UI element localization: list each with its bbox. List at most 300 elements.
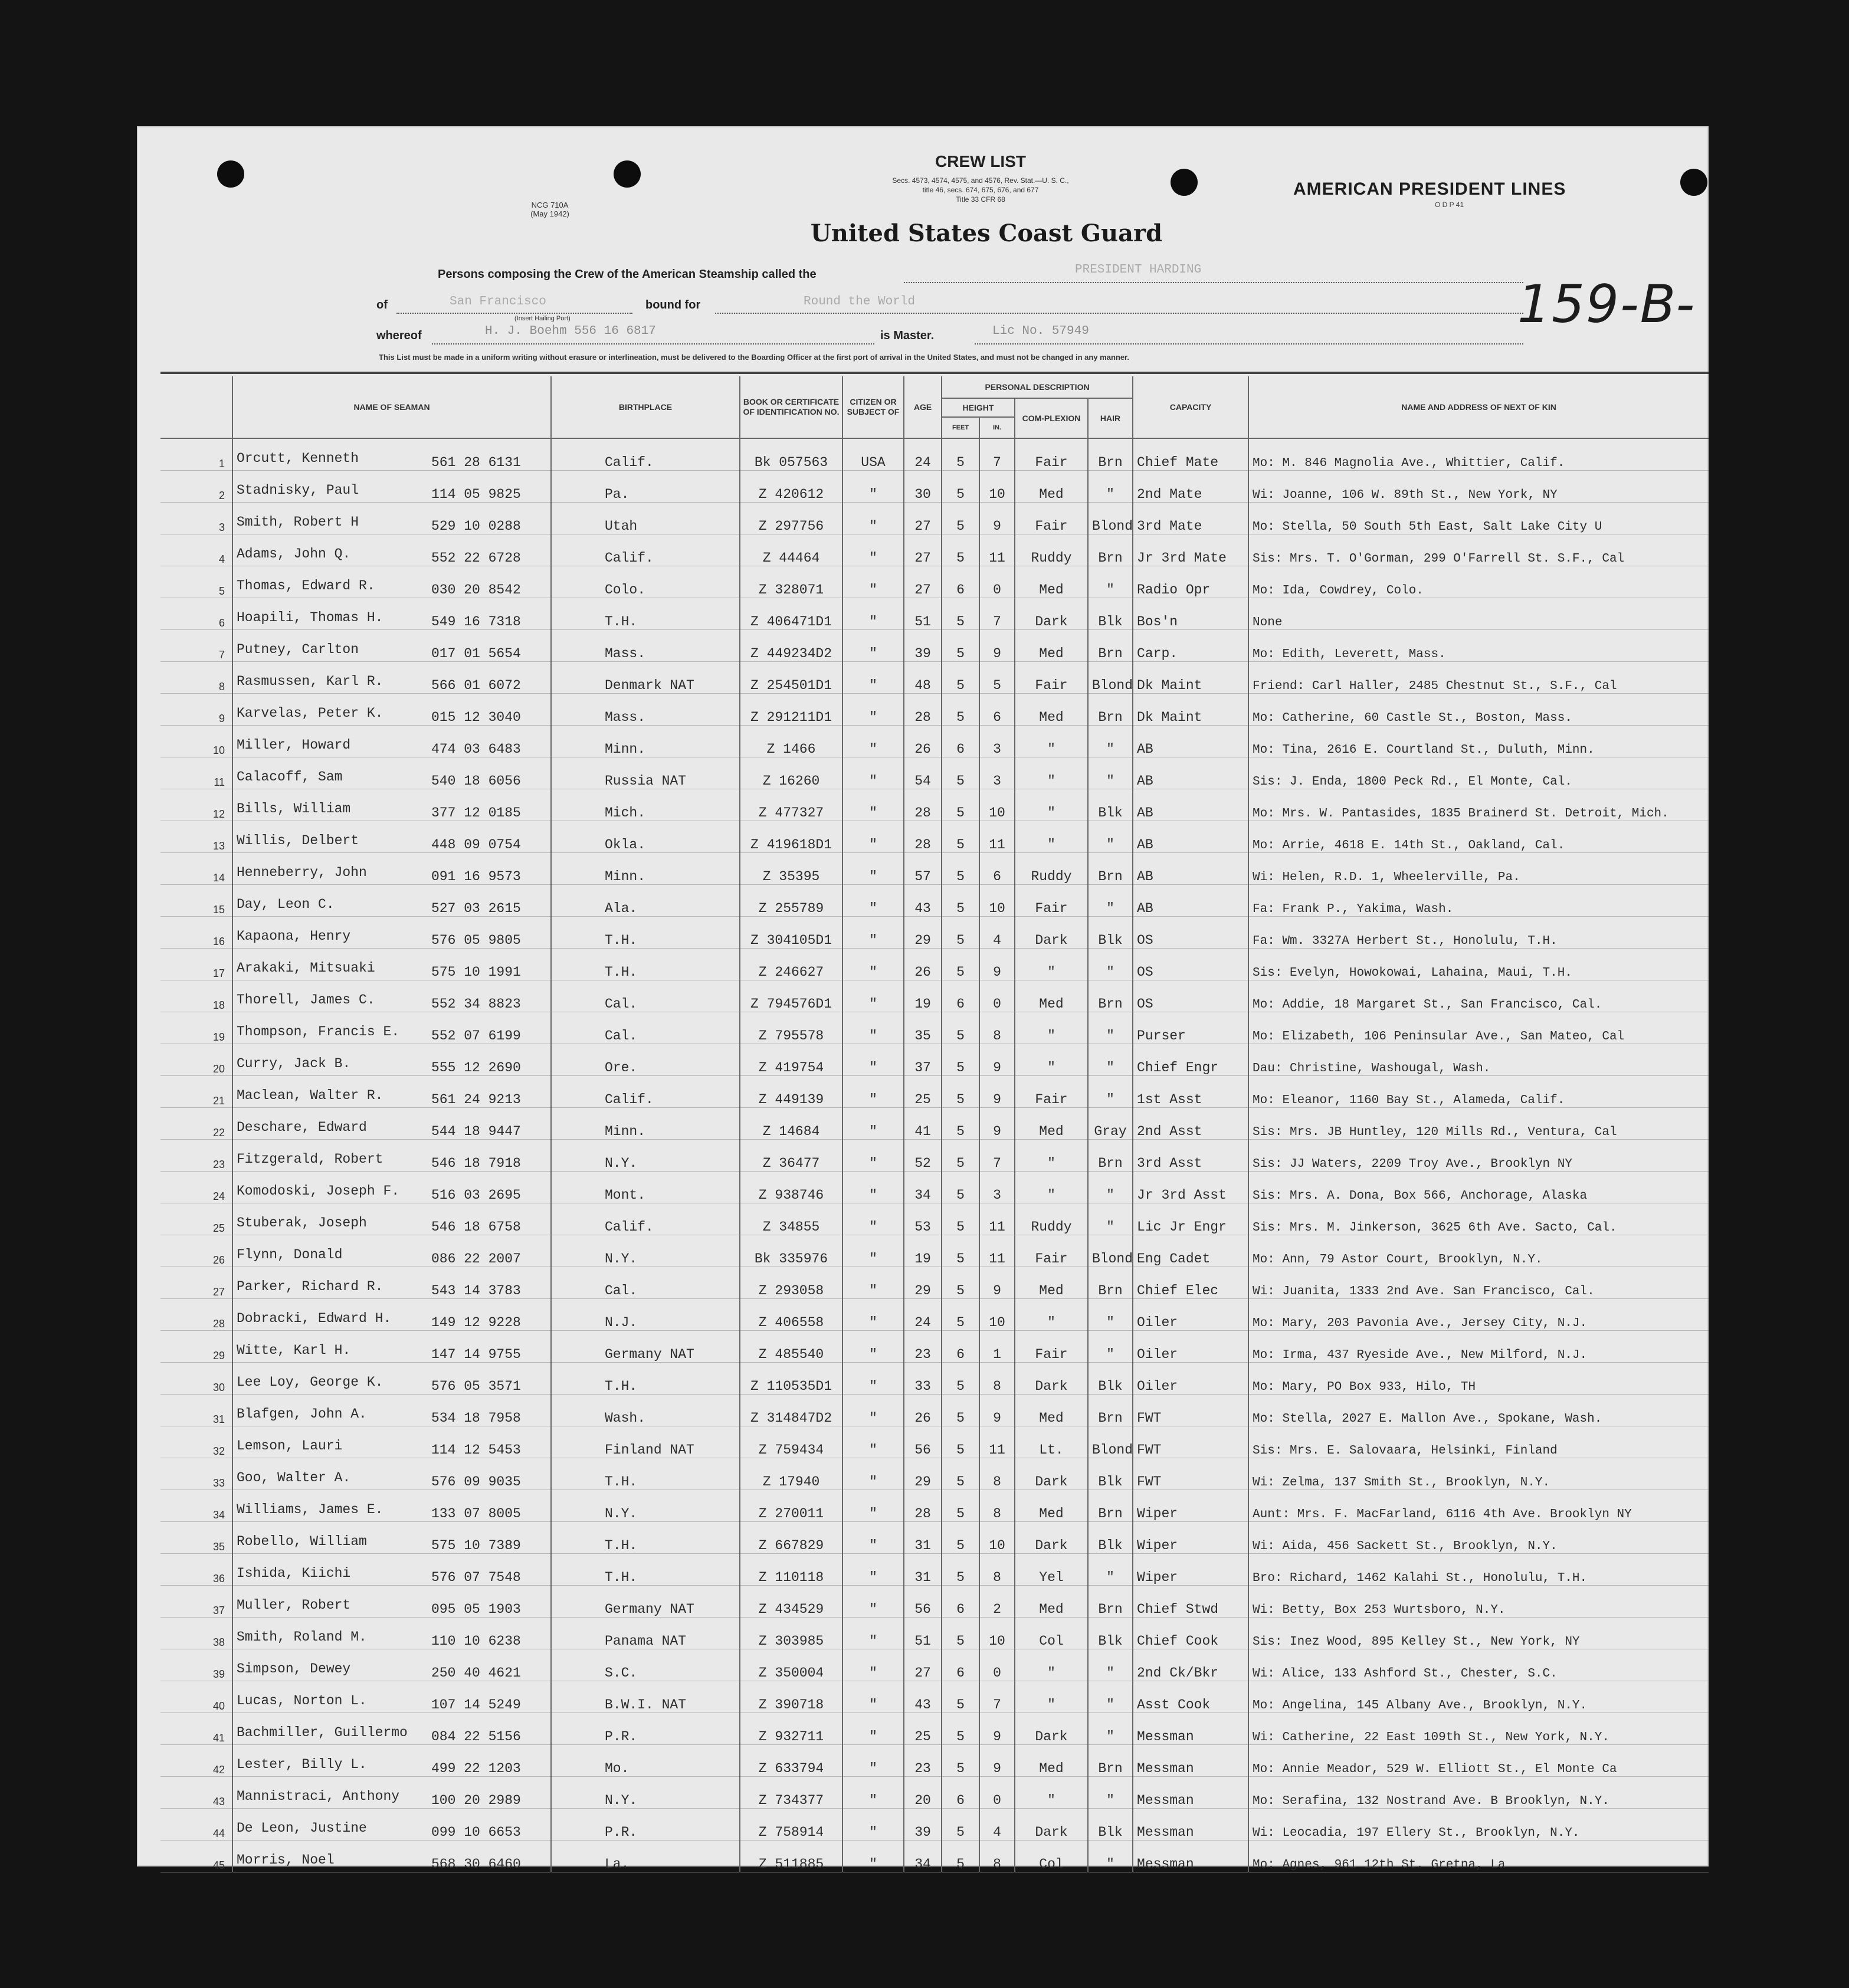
complexion: Dark <box>1015 1809 1088 1841</box>
port-line <box>396 313 632 314</box>
next-of-kin: Mo: Mrs. W. Pantasides, 1835 Brainerd St. Detroit, Mich. <box>1248 789 1709 821</box>
height-feet: 6 <box>942 1331 979 1363</box>
complexion: Fair <box>1015 885 1088 917</box>
capacity: AB <box>1133 853 1248 885</box>
birthplace: B.W.I. NAT <box>551 1681 740 1713</box>
complexion: Col <box>1015 1841 1088 1872</box>
age: 27 <box>904 503 942 534</box>
complexion: Med <box>1015 1745 1088 1777</box>
capacity: Bos'n <box>1133 598 1248 630</box>
next-of-kin: Sis: Evelyn, Howokowai, Lahaina, Maui, T.H. <box>1248 949 1709 980</box>
row-number: 3 <box>160 503 232 534</box>
crew-list-document <box>137 126 1709 1872</box>
complexion: Ruddy <box>1015 534 1088 566</box>
age: 25 <box>904 1076 942 1108</box>
seaman-id-number: 250 40 4621 <box>431 1665 521 1681</box>
master-line <box>432 343 874 345</box>
seaman-name: Putney, Carlton <box>237 642 359 657</box>
seaman-name: Fitzgerald, Robert <box>237 1152 383 1167</box>
seaman-id-number: 552 07 6199 <box>431 1028 521 1044</box>
birthplace: Ore. <box>551 1044 740 1076</box>
form-id-number: NCG 710A <box>531 201 569 209</box>
hair: " <box>1088 1012 1133 1044</box>
table-row <box>160 821 1709 853</box>
height-feet: 5 <box>942 1426 979 1458</box>
hair: Blond <box>1088 662 1133 694</box>
seaman-cell <box>232 1586 551 1618</box>
hair: Blk <box>1088 789 1133 821</box>
height-feet: 5 <box>942 471 979 503</box>
seaman-id-number: 017 01 5654 <box>431 646 521 661</box>
seaman-id-number: 575 10 1991 <box>431 965 521 980</box>
capacity: AB <box>1133 789 1248 821</box>
seaman-name: Flynn, Donald <box>237 1247 343 1262</box>
complexion: Med <box>1015 630 1088 662</box>
seaman-cell <box>232 949 551 980</box>
next-of-kin: Sis: Mrs. JB Huntley, 120 Mills Rd., Ventura, Cal <box>1248 1108 1709 1140</box>
row-number: 2 <box>160 471 232 503</box>
table-row <box>160 1172 1709 1203</box>
handwritten-page-number: 159-B- <box>1517 274 1696 334</box>
capacity: OS <box>1133 980 1248 1012</box>
height-inches: 9 <box>979 1076 1015 1108</box>
seaman-name: Adams, John Q. <box>237 546 351 562</box>
height-inches: 3 <box>979 726 1015 757</box>
capacity: Oiler <box>1133 1331 1248 1363</box>
age: 54 <box>904 757 942 789</box>
seaman-name: Stadnisky, Paul <box>237 483 359 498</box>
next-of-kin: Mo: Arrie, 4618 E. 14th St., Oakland, Cal. <box>1248 821 1709 853</box>
company-stamp-sub: O D P 41 <box>1435 201 1464 209</box>
table-row <box>160 1522 1709 1554</box>
citizenship: USA <box>842 438 904 471</box>
seaman-cell <box>232 853 551 885</box>
capacity: AB <box>1133 726 1248 757</box>
hair: " <box>1088 1681 1133 1713</box>
hair: Brn <box>1088 630 1133 662</box>
complexion: " <box>1015 1649 1088 1681</box>
seaman-name: Dobracki, Edward H. <box>237 1311 392 1326</box>
seaman-cell <box>232 1235 551 1267</box>
height-feet: 5 <box>942 1490 979 1522</box>
citizenship: " <box>842 1363 904 1395</box>
citizenship: " <box>842 1172 904 1203</box>
citizenship: " <box>842 1299 904 1331</box>
height-feet: 6 <box>942 1649 979 1681</box>
birthplace: Mo. <box>551 1745 740 1777</box>
height-feet: 5 <box>942 1681 979 1713</box>
table-row <box>160 1140 1709 1172</box>
birthplace: Russia NAT <box>551 757 740 789</box>
certificate-number: Z 44464 <box>740 534 842 566</box>
next-of-kin: Bro: Richard, 1462 Kalahi St., Honolulu, T.H. <box>1248 1554 1709 1586</box>
age: 23 <box>904 1745 942 1777</box>
row-number: 29 <box>160 1331 232 1363</box>
age: 26 <box>904 726 942 757</box>
bound-for-label: bound for <box>645 298 701 311</box>
table-row <box>160 566 1709 598</box>
seaman-id-number: 100 20 2989 <box>431 1793 521 1808</box>
age: 31 <box>904 1554 942 1586</box>
punch-hole-1 <box>217 160 244 188</box>
complexion: " <box>1015 757 1088 789</box>
height-feet: 5 <box>942 1809 979 1841</box>
next-of-kin: Mo: Annie Meador, 529 W. Elliott St., El Monte Ca <box>1248 1745 1709 1777</box>
seaman-cell <box>232 1140 551 1172</box>
table-row <box>160 757 1709 789</box>
next-of-kin: Mo: Stella, 50 South 5th East, Salt Lake City U <box>1248 503 1709 534</box>
capacity: 2nd Mate <box>1133 471 1248 503</box>
capacity: 3rd Mate <box>1133 503 1248 534</box>
capacity: Messman <box>1133 1745 1248 1777</box>
table-row <box>160 917 1709 949</box>
seaman-cell <box>232 438 551 471</box>
citizenship: " <box>842 917 904 949</box>
age: 28 <box>904 789 942 821</box>
capacity: 1st Asst <box>1133 1076 1248 1108</box>
birthplace: Calif. <box>551 1076 740 1108</box>
height-feet: 5 <box>942 1235 979 1267</box>
table-row <box>160 885 1709 917</box>
height-feet: 5 <box>942 1044 979 1076</box>
hair: " <box>1088 1777 1133 1809</box>
hair: " <box>1088 471 1133 503</box>
age: 35 <box>904 1012 942 1044</box>
capacity: Dk Maint <box>1133 694 1248 726</box>
table-row <box>160 1586 1709 1618</box>
row-number: 39 <box>160 1649 232 1681</box>
next-of-kin: Sis: Mrs. A. Dona, Box 566, Anchorage, Alaska <box>1248 1172 1709 1203</box>
seaman-cell <box>232 471 551 503</box>
hair: Blond <box>1088 1235 1133 1267</box>
birthplace: N.Y. <box>551 1235 740 1267</box>
seaman-cell <box>232 1618 551 1649</box>
capacity: Lic Jr Engr <box>1133 1203 1248 1235</box>
seaman-id-number: 030 20 8542 <box>431 582 521 598</box>
citizenship: " <box>842 1618 904 1649</box>
hair: Brn <box>1088 438 1133 471</box>
next-of-kin: Mo: Edith, Leverett, Mass. <box>1248 630 1709 662</box>
ship-name: PRESIDENT HARDING <box>1075 263 1202 277</box>
seaman-id-number: 474 03 6483 <box>431 742 521 757</box>
capacity: Dk Maint <box>1133 662 1248 694</box>
citizenship: " <box>842 503 904 534</box>
capacity: Eng Cadet <box>1133 1235 1248 1267</box>
height-feet: 6 <box>942 1777 979 1809</box>
complexion: Dark <box>1015 917 1088 949</box>
height-inches: 10 <box>979 471 1015 503</box>
complexion: Col <box>1015 1618 1088 1649</box>
seaman-id-number: 544 18 9447 <box>431 1124 521 1139</box>
table-row <box>160 1235 1709 1267</box>
citizenship: " <box>842 1203 904 1235</box>
row-number: 11 <box>160 757 232 789</box>
complexion: Fair <box>1015 662 1088 694</box>
age: 28 <box>904 694 942 726</box>
height-inches: 8 <box>979 1363 1015 1395</box>
citizenship: " <box>842 662 904 694</box>
punch-hole-3 <box>1171 169 1198 196</box>
citizenship: " <box>842 630 904 662</box>
is-master-label: is Master. <box>880 329 935 342</box>
complexion: " <box>1015 1681 1088 1713</box>
seaman-id-number: 110 10 6238 <box>431 1633 521 1649</box>
row-number: 4 <box>160 534 232 566</box>
birthplace: Okla. <box>551 821 740 853</box>
certificate-number: Z 449234D2 <box>740 630 842 662</box>
birthplace: Minn. <box>551 853 740 885</box>
certificate-number: Z 314847D2 <box>740 1395 842 1426</box>
seaman-name: Witte, Karl H. <box>237 1343 351 1358</box>
citizenship: " <box>842 1076 904 1108</box>
height-inches: 3 <box>979 757 1015 789</box>
col-capacity: CAPACITY <box>1133 376 1248 438</box>
seaman-id-number: 086 22 2007 <box>431 1251 521 1267</box>
birthplace: Mass. <box>551 630 740 662</box>
citizenship: " <box>842 1586 904 1618</box>
height-feet: 5 <box>942 438 979 471</box>
birthplace: Mass. <box>551 694 740 726</box>
complexion: " <box>1015 821 1088 853</box>
hair: " <box>1088 726 1133 757</box>
certificate-number: Z 297756 <box>740 503 842 534</box>
seaman-cell <box>232 885 551 917</box>
statute-line-3: Title 33 CFR 68 <box>956 195 1005 204</box>
complexion: Med <box>1015 471 1088 503</box>
age: 43 <box>904 1681 942 1713</box>
seaman-name: Simpson, Dewey <box>237 1661 351 1677</box>
height-inches: 10 <box>979 1299 1015 1331</box>
height-feet: 5 <box>942 694 979 726</box>
destination-line <box>715 313 1523 314</box>
citizenship: " <box>842 1681 904 1713</box>
seaman-name: Stuberak, Joseph <box>237 1215 367 1231</box>
capacity: Wiper <box>1133 1490 1248 1522</box>
seaman-id-number: 527 03 2615 <box>431 901 521 916</box>
certificate-number: Z 110118 <box>740 1554 842 1586</box>
citizenship: " <box>842 694 904 726</box>
seaman-name: Lemson, Lauri <box>237 1438 343 1454</box>
col-birthplace: BIRTHPLACE <box>551 376 740 438</box>
capacity: Carp. <box>1133 630 1248 662</box>
seaman-id-number: 546 18 6758 <box>431 1219 521 1235</box>
age: 29 <box>904 1267 942 1299</box>
age: 33 <box>904 1363 942 1395</box>
certificate-number: Z 293058 <box>740 1267 842 1299</box>
next-of-kin: Wi: Juanita, 1333 2nd Ave. San Francisco, Cal. <box>1248 1267 1709 1299</box>
citizenship: " <box>842 534 904 566</box>
complexion: Med <box>1015 1490 1088 1522</box>
seaman-name: Henneberry, John <box>237 865 367 880</box>
row-number: 24 <box>160 1172 232 1203</box>
seaman-id-number: 534 18 7958 <box>431 1410 521 1426</box>
certificate-number: Z 254501D1 <box>740 662 842 694</box>
next-of-kin: Mo: Ida, Cowdrey, Colo. <box>1248 566 1709 598</box>
certificate-number: Z 419618D1 <box>740 821 842 853</box>
seaman-cell <box>232 917 551 949</box>
height-inches: 9 <box>979 949 1015 980</box>
seaman-name: Mannistraci, Anthony <box>237 1789 400 1804</box>
seaman-cell <box>232 1331 551 1363</box>
complexion: Med <box>1015 980 1088 1012</box>
seaman-id-number: 529 10 0288 <box>431 519 521 534</box>
hair: " <box>1088 566 1133 598</box>
certificate-number: Z 758914 <box>740 1809 842 1841</box>
birthplace: T.H. <box>551 917 740 949</box>
capacity: Chief Engr <box>1133 1044 1248 1076</box>
height-inches: 4 <box>979 917 1015 949</box>
hair: Brn <box>1088 853 1133 885</box>
table-row <box>160 503 1709 534</box>
row-number: 1 <box>160 438 232 471</box>
next-of-kin: Fa: Wm. 3327A Herbert St., Honolulu, T.H. <box>1248 917 1709 949</box>
hair: " <box>1088 1299 1133 1331</box>
complexion: Med <box>1015 1108 1088 1140</box>
citizenship: " <box>842 789 904 821</box>
complexion: " <box>1015 1299 1088 1331</box>
seaman-name: Kapaona, Henry <box>237 929 351 944</box>
age: 24 <box>904 438 942 471</box>
seaman-name: Thorell, James C. <box>237 992 375 1008</box>
complexion: " <box>1015 789 1088 821</box>
next-of-kin: Mo: Tina, 2616 E. Courtland St., Duluth, Minn. <box>1248 726 1709 757</box>
seaman-id-number: 575 10 7389 <box>431 1538 521 1553</box>
age: 28 <box>904 821 942 853</box>
row-number: 33 <box>160 1458 232 1490</box>
row-number: 19 <box>160 1012 232 1044</box>
seaman-id-number: 147 14 9755 <box>431 1347 521 1362</box>
citizenship: " <box>842 980 904 1012</box>
birthplace: N.Y. <box>551 1490 740 1522</box>
age: 51 <box>904 1618 942 1649</box>
next-of-kin: Fa: Frank P., Yakima, Wash. <box>1248 885 1709 917</box>
citizenship: " <box>842 1490 904 1522</box>
age: 56 <box>904 1426 942 1458</box>
height-feet: 6 <box>942 726 979 757</box>
hair: Brn <box>1088 1395 1133 1426</box>
citizenship: " <box>842 885 904 917</box>
seaman-cell <box>232 1203 551 1235</box>
age: 28 <box>904 1490 942 1522</box>
seaman-name: Muller, Robert <box>237 1597 351 1613</box>
certificate-number: Z 390718 <box>740 1681 842 1713</box>
citizenship: " <box>842 1713 904 1745</box>
col-citizen: CITIZEN OR SUBJECT OF <box>842 376 904 438</box>
seaman-id-number: 149 12 9228 <box>431 1315 521 1330</box>
col-personal-description: PERSONAL DESCRIPTION <box>942 376 1133 398</box>
seaman-cell <box>232 726 551 757</box>
certificate-number: Z 14684 <box>740 1108 842 1140</box>
height-feet: 5 <box>942 1172 979 1203</box>
hair: Gray <box>1088 1108 1133 1140</box>
seaman-cell <box>232 1267 551 1299</box>
seaman-id-number: 377 12 0185 <box>431 805 521 821</box>
next-of-kin: Sis: Mrs. E. Salovaara, Helsinki, Finland <box>1248 1426 1709 1458</box>
certificate-number: Z 35395 <box>740 853 842 885</box>
seaman-cell <box>232 1522 551 1554</box>
next-of-kin: Wi: Leocadia, 197 Ellery St., Brooklyn, N.Y. <box>1248 1809 1709 1841</box>
height-inches: 1 <box>979 1331 1015 1363</box>
height-feet: 5 <box>942 503 979 534</box>
hair: Brn <box>1088 980 1133 1012</box>
age: 39 <box>904 630 942 662</box>
height-inches: 0 <box>979 566 1015 598</box>
seaman-name: Arakaki, Mitsuaki <box>237 960 375 976</box>
age: 53 <box>904 1203 942 1235</box>
next-of-kin: Wi: Aida, 456 Sackett St., Brooklyn, N.Y. <box>1248 1522 1709 1554</box>
table-row <box>160 1554 1709 1586</box>
table-row <box>160 438 1709 471</box>
seaman-id-number: 546 18 7918 <box>431 1156 521 1171</box>
capacity: OS <box>1133 949 1248 980</box>
age: 27 <box>904 1649 942 1681</box>
capacity: 2nd Asst <box>1133 1108 1248 1140</box>
next-of-kin: Sis: Inez Wood, 895 Kelley St., New York, NY <box>1248 1618 1709 1649</box>
next-of-kin: Dau: Christine, Washougal, Wash. <box>1248 1044 1709 1076</box>
height-inches: 3 <box>979 1172 1015 1203</box>
insert-hailing-port-note: (Insert Hailing Port) <box>514 315 571 322</box>
next-of-kin: Mo: Stella, 2027 E. Mallon Ave., Spokane, Wash. <box>1248 1395 1709 1426</box>
height-feet: 5 <box>942 1395 979 1426</box>
seaman-id-number: 084 22 5156 <box>431 1729 521 1744</box>
row-number: 26 <box>160 1235 232 1267</box>
row-number: 12 <box>160 789 232 821</box>
next-of-kin: Wi: Catherine, 22 East 109th St., New York, N.Y. <box>1248 1713 1709 1745</box>
table-row <box>160 471 1709 503</box>
table-row <box>160 1809 1709 1841</box>
height-inches: 10 <box>979 1618 1015 1649</box>
birthplace: P.R. <box>551 1809 740 1841</box>
certificate-number: Z 246627 <box>740 949 842 980</box>
table-header-row <box>160 376 1709 398</box>
seaman-cell <box>232 1426 551 1458</box>
row-number: 13 <box>160 821 232 853</box>
certificate-number: Z 1466 <box>740 726 842 757</box>
height-inches: 8 <box>979 1490 1015 1522</box>
height-feet: 5 <box>942 1618 979 1649</box>
height-feet: 5 <box>942 821 979 853</box>
certificate-number: Z 938746 <box>740 1172 842 1203</box>
complexion: Fair <box>1015 503 1088 534</box>
age: 27 <box>904 566 942 598</box>
birthplace: T.H. <box>551 1363 740 1395</box>
height-inches: 0 <box>979 980 1015 1012</box>
certificate-number: Z 511885 <box>740 1841 842 1872</box>
birthplace: N.J. <box>551 1299 740 1331</box>
birthplace: Pa. <box>551 471 740 503</box>
capacity: Chief Cook <box>1133 1618 1248 1649</box>
col-book: BOOK OR CERTIFICATE OF IDENTIFICATION NO. <box>740 376 842 438</box>
birthplace: Cal. <box>551 1012 740 1044</box>
height-inches: 7 <box>979 598 1015 630</box>
table-row <box>160 1426 1709 1458</box>
seaman-name: Thompson, Francis E. <box>237 1024 400 1039</box>
table-row <box>160 1841 1709 1872</box>
seaman-id-number: 114 05 9825 <box>431 487 521 502</box>
next-of-kin: Mo: Ann, 79 Astor Court, Brooklyn, N.Y. <box>1248 1235 1709 1267</box>
table-row <box>160 1745 1709 1777</box>
seaman-id-number: 099 10 6653 <box>431 1825 521 1840</box>
row-number: 30 <box>160 1363 232 1395</box>
height-inches: 8 <box>979 1458 1015 1490</box>
age: 26 <box>904 1395 942 1426</box>
citizenship: " <box>842 1649 904 1681</box>
seaman-name: Komodoski, Joseph F. <box>237 1183 400 1199</box>
birthplace: N.Y. <box>551 1140 740 1172</box>
col-height: HEIGHT <box>942 398 1015 417</box>
certificate-number: Z 406558 <box>740 1299 842 1331</box>
complexion: Dark <box>1015 598 1088 630</box>
